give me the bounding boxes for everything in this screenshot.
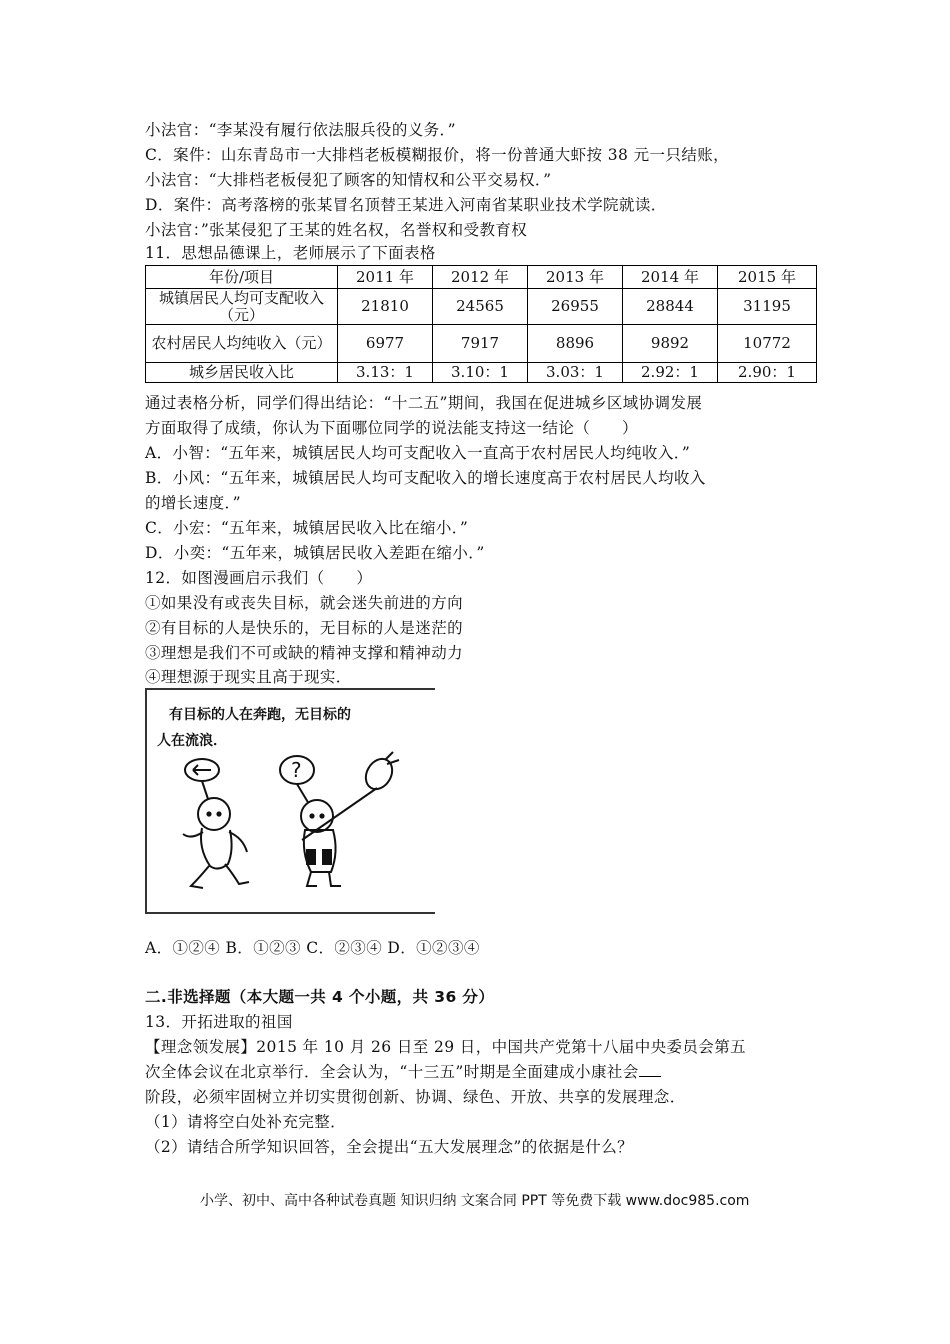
table-cell: 24565 [433,289,528,325]
table-cell: 10772 [718,325,817,363]
table-header: 2014 年 [623,266,718,289]
table-header: 2015 年 [718,266,817,289]
table-cell: 3.03：1 [528,363,623,383]
table-cell: 31195 [718,289,817,325]
section-2-heading: 二.非选择题（本大题一共 4 个小题，共 36 分） [145,988,495,1006]
q11-option-c: C．小宏：“五年来，城镇居民收入比在缩小．” [145,519,469,537]
q13-paragraph-3: 阶段，必须牢固树立并切实贯彻创新、协调、绿色、开放、共享的发展理念． [145,1088,686,1106]
cartoon-caption-1: 有目标的人在奔跑，无目标的 [169,707,351,723]
table-cell: 9892 [623,325,718,363]
table-cell: 28844 [623,289,718,325]
q13-paragraph-1: 【理念领发展】2015 年 10 月 26 日至 29 日，中国共产党第十八届中央委员会第五 [145,1038,747,1056]
q12-statement-3: ③理想是我们不可或缺的精神支撑和精神动力 [145,644,464,662]
q11-paragraph-2: 方面取得了成绩，你认为下面哪位同学的说法能支持这一结论（ ） [145,419,638,437]
q11-paragraph-1: 通过表格分析，同学们得出结论：“十二五”期间，我国在促进城乡区域协调发展 [145,394,703,412]
svg-text:?: ? [291,758,302,782]
table-header: 年份/项目 [146,266,338,289]
table-cell: 21810 [338,289,433,325]
running-boy-icon [183,759,249,888]
table-cell: 8896 [528,325,623,363]
q12-statement-1: ①如果没有或丧失目标，就会迷失前进的方向 [145,594,464,612]
table-cell: 7917 [433,325,528,363]
table-row [146,289,817,325]
judge-line-d: 小法官：”张某侵犯了王某的姓名权，名誉权和受教育权 [145,221,528,239]
table-header: 2013 年 [528,266,623,289]
q12-statement-2: ②有目标的人是快乐的，无目标的人是迷茫的 [145,619,464,637]
income-table [145,265,817,383]
table-cell: 2.92：1 [623,363,718,383]
table-row [146,363,817,383]
judge-line-c: 小法官：“大排档老板侵犯了顾客的知情权和公平交易权．” [145,171,552,189]
table-header: 2011 年 [338,266,433,289]
table-header-row [146,266,817,289]
table-cell: 2.90：1 [718,363,817,383]
q13-paragraph-2-row [145,1062,661,1082]
fill-blank[interactable] [639,1062,661,1077]
row-label: 城乡居民收入比 [146,363,338,383]
option-d-case: D．案件：高考落榜的张某冒名顶替王某进入河南省某职业技术学院就读． [145,196,667,214]
q13-paragraph-2: 次全体会议在北京举行．全会认为，“十三五”时期是全面建成小康社会 [145,1063,639,1081]
q13-subquestion-2: （2）请结合所学知识回答，全会提出“五大发展理念”的依据是什么？ [145,1138,634,1156]
q12-choices: A．①②④ B．①②③ C．②③④ D．①②③④ [145,939,480,957]
question-12-stem: 12．如图漫画启示我们（ ） [145,569,373,587]
option-c-case: C．案件：山东青岛市一大排档老板模糊报价，将一份普通大虾按 38 元一只结账， [145,146,730,164]
wandering-boy-icon [280,752,399,886]
judge-line-1: 小法官：“李某没有履行依法服兵役的义务．” [145,121,456,139]
q11-option-b-cont: 的增长速度．” [145,494,241,512]
q11-option-a: A．小智：“五年来，城镇居民人均可支配收入一直高于农村居民人均纯收入．” [145,444,691,462]
q12-statement-4: ④理想源于现实且高于现实． [145,668,352,686]
cartoon-caption-2: 人在流浪． [157,733,227,749]
cartoon-image [145,688,435,914]
table-cell: 3.10：1 [433,363,528,383]
q11-option-b: B．小风：“五年来，城镇居民人均可支配收入的增长速度高于农村居民人均收入 [145,469,706,487]
table-cell: 6977 [338,325,433,363]
table-header: 2012 年 [433,266,528,289]
q11-option-d: D．小奕：“五年来，城镇居民收入差距在缩小．” [145,544,485,562]
table-cell: 3.13：1 [338,363,433,383]
table-row [146,325,817,363]
page-footer: 小学、初中、高中各种试卷真题 知识归纳 文案合同 PPT 等免费下载 www.doc985.com [200,1193,750,1209]
question-13-title: 13．开拓进取的祖国 [145,1013,293,1031]
q13-subquestion-1: （1）请将空白处补充完整． [145,1113,347,1131]
question-11-stem: 11．思想品德课上，老师展示了下面表格 [145,244,436,262]
table-cell: 26955 [528,289,623,325]
row-label: 城镇居民人均可支配收入（元） [146,289,338,325]
row-label: 农村居民人均纯收入（元） [146,325,338,363]
